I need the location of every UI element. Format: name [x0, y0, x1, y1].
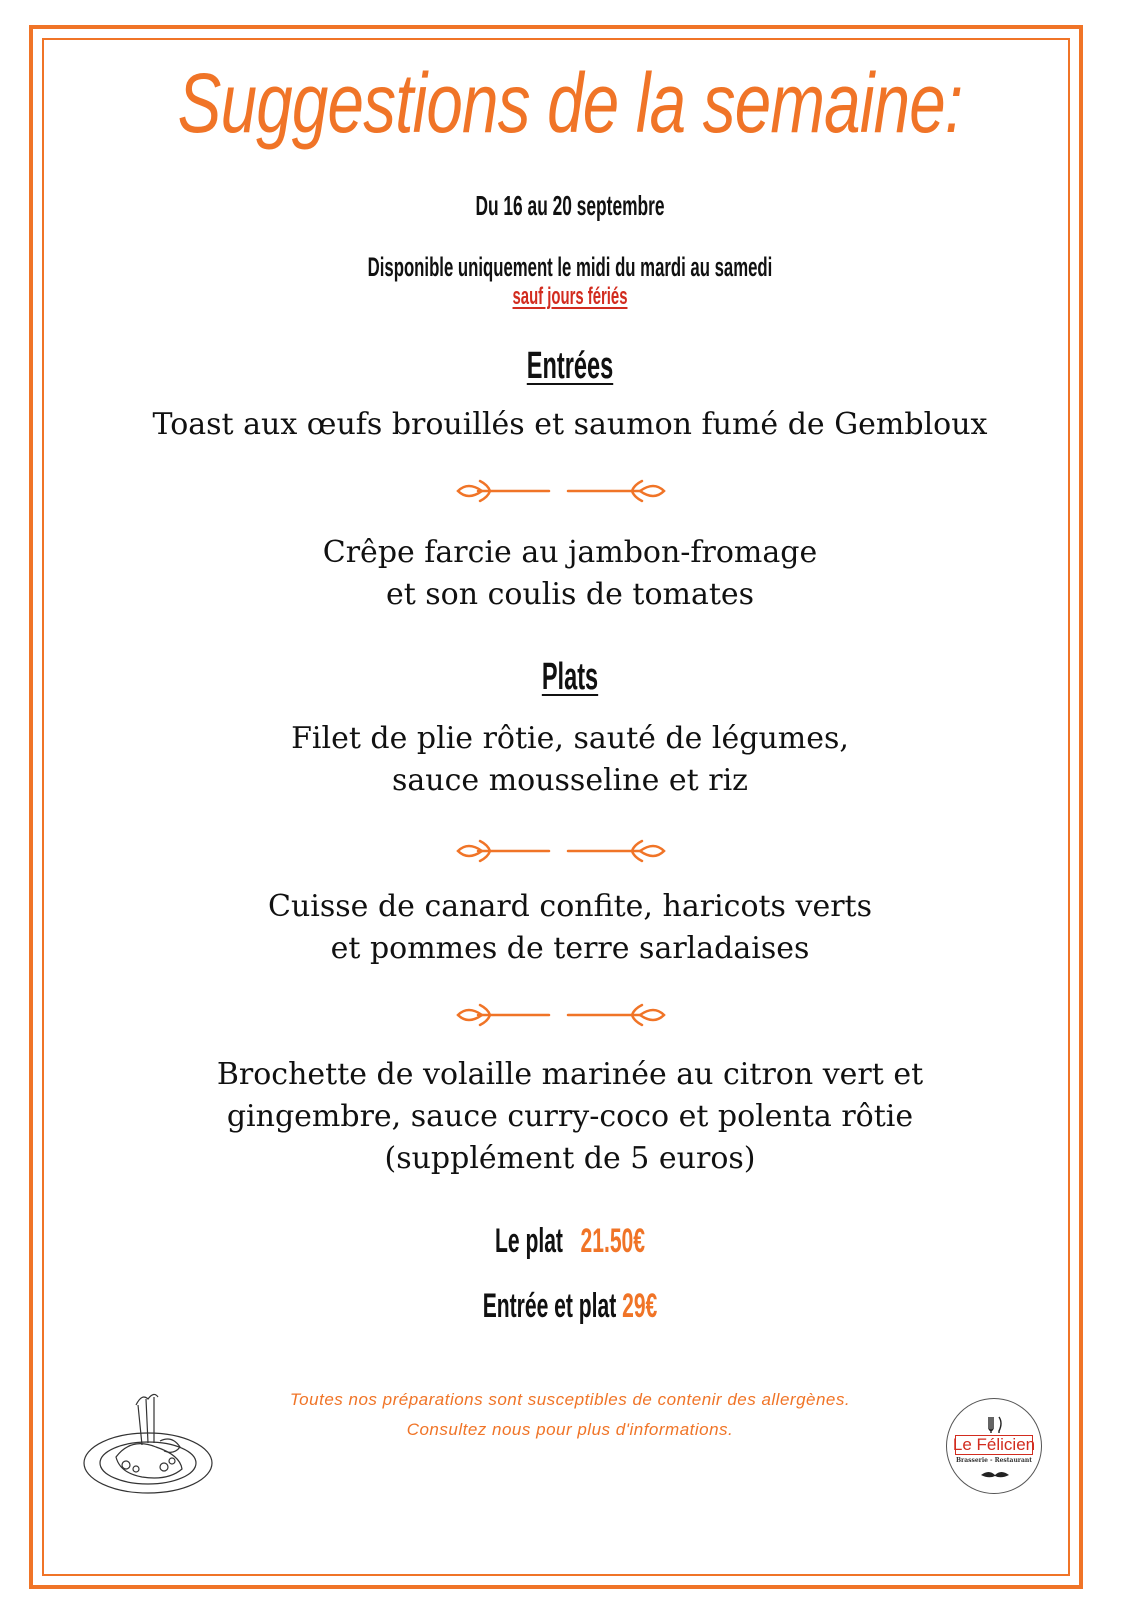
logo-name: Le Félicien: [952, 1435, 1036, 1454]
dish-plat-2: [0, 886, 1140, 970]
availability-note: Disponible uniquement le midi du mardi au samedi: [367, 252, 773, 282]
price-formule-label: Entrée et plat: [482, 1287, 617, 1325]
mustache-icon: [981, 1472, 1009, 1477]
restaurant-logo: [946, 1398, 1042, 1494]
section-title-plats: Plats: [541, 656, 599, 698]
dish-line: Brochette de volaille marinée au citron vert et: [216, 1057, 924, 1092]
dish-line: Cuisse de canard confite, haricots verts: [268, 889, 872, 924]
dish-entree-2: [0, 532, 1140, 616]
dish-line: sauce mousseline et riz: [392, 763, 748, 798]
dish-line: et pommes de terre sarladaises: [330, 931, 810, 966]
leaf-divider-icon: [456, 833, 666, 869]
dish-plat-1: [0, 718, 1140, 802]
dish-line: Filet de plie rôtie, sauté de légumes,: [291, 721, 849, 756]
dish-line: Toast aux œufs brouillés et saumon fumé de Gembloux: [152, 407, 988, 442]
price-plat-value: 21.50€: [580, 1222, 645, 1260]
logo-subtitle: Brasserie - Restaurant: [955, 1457, 1032, 1464]
price-formule-value: 29€: [622, 1287, 658, 1325]
price-plat-label: Le plat: [494, 1222, 563, 1260]
dish-line: Crêpe farcie au jambon-fromage: [322, 535, 818, 570]
allergen-contact: Consultez nous pour plus d'informations.: [406, 1420, 734, 1439]
section-title-entrees: Entrées: [526, 345, 614, 387]
plate-illustration-icon: [76, 1385, 216, 1505]
dish-plat-3: [0, 1054, 1140, 1180]
dish-entree-1: [0, 404, 1140, 446]
price-plat: [217, 1222, 924, 1261]
page-title: Suggestions de la semaine:: [177, 56, 963, 150]
leaf-divider-icon: [456, 473, 666, 509]
holiday-exception: sauf jours fériés: [512, 283, 628, 310]
date-range: Du 16 au 20 septembre: [475, 190, 665, 221]
dish-line: gingembre, sauce curry-coco et polenta rôtie: [226, 1099, 914, 1134]
allergen-notice: Toutes nos préparations sont susceptibles de contenir des allergènes.: [289, 1390, 851, 1409]
leaf-divider-icon: [456, 997, 666, 1033]
price-formule: [217, 1287, 924, 1326]
dish-line: et son coulis de tomates: [385, 577, 755, 612]
dish-line: (supplément de 5 euros): [384, 1141, 756, 1176]
